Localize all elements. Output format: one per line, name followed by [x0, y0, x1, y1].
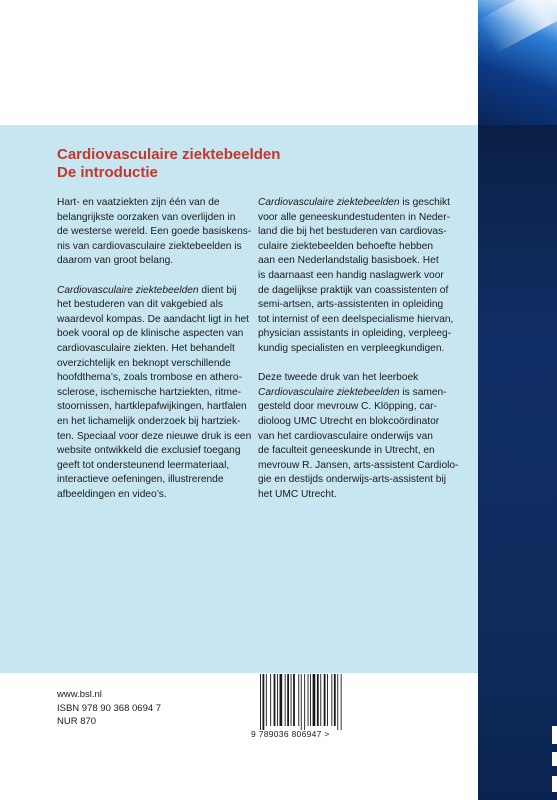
text-line: Hart- en vaatziekten zijn één van de: [57, 197, 220, 208]
spine-mark-2: [552, 752, 557, 766]
text-line: land die bij het bestuderen van cardiovas-: [258, 226, 447, 238]
book-spine-edge: [478, 0, 557, 800]
spine-mark-1: [552, 726, 557, 744]
barcode-bar: [334, 674, 336, 726]
barcode-bar: [260, 674, 261, 730]
book-title-italic: Cardiovasculaire ziektebeelden: [57, 284, 199, 296]
text-fragment: is geschikt: [399, 197, 450, 208]
text-line: ten. Speciaal voor deze nieuwe druk is een: [57, 430, 252, 442]
text-line: boek vooral op de klinische aspecten van: [57, 328, 244, 340]
left-paragraph-2: [57, 284, 260, 503]
text-line: hoofdthema’s, zoals trombose en athero-: [57, 372, 242, 384]
text-line: daarom van groot belang.: [57, 255, 174, 267]
barcode-bar: [287, 674, 289, 726]
barcode-bar: [301, 674, 302, 730]
barcode-bar: [280, 674, 283, 726]
text-line: het UMC Utrecht.: [258, 488, 337, 500]
barcode-bar: [285, 674, 286, 726]
text-line: is daarnaast een handig naslagwerk voor: [258, 269, 444, 281]
text-line: gesteld door mevrouw C. Klöpping, car-: [258, 401, 437, 413]
book-title-italic: Cardiovasculaire ziektebeelden: [258, 197, 400, 208]
text-line: voor alle geneeskundestudenten in Neder-: [258, 211, 450, 223]
barcode-bar: [313, 674, 316, 726]
text-line: culaire ziektebeelden behoefte hebben: [258, 240, 434, 252]
barcode-bar: [304, 674, 305, 730]
text-line: en het lichamelijk onderzoek bij hartziek-: [57, 415, 241, 427]
text-line: overzichtelijk en beknopt verschillende: [57, 357, 231, 369]
text-line: dioloog UMC Utrecht en blokcoördinator: [258, 415, 440, 427]
text-line: aan een Nederlandstalig basisboek. Het: [258, 255, 439, 267]
text-line: waardevol kompas. De aandacht ligt in het: [57, 313, 249, 325]
text-line: geeft tot ondersteunend leermateriaal,: [57, 459, 230, 471]
spine-mark-3: [552, 776, 557, 792]
spine-bottom: [478, 673, 557, 800]
barcode-bar: [291, 674, 292, 726]
text-line: sclerose, ischemische hartziekten, ritme-: [57, 386, 242, 398]
text-fragment: dient bij: [198, 284, 237, 296]
barcode-digits: 9 789036 806947 >: [251, 729, 330, 739]
text-line: semi-artsen, arts-assistenten in opleiding: [258, 299, 444, 311]
barcode-graphic: [258, 674, 342, 730]
text-line: afbeeldingen en video’s.: [57, 488, 167, 500]
barcode-bar: [341, 674, 342, 730]
text-line: interactieve oefeningen, illustrerende: [57, 474, 224, 486]
barcode-bar: [298, 674, 299, 726]
publisher-website: www.bsl.nl: [57, 689, 102, 700]
barcode-bar: [270, 674, 271, 726]
text-line: kundig specialisten en verpleegkundigen.: [258, 342, 445, 354]
barcode-bar: [266, 674, 267, 726]
barcode-bar: [308, 674, 309, 726]
publisher-info: [57, 688, 161, 729]
barcode-bar: [277, 674, 278, 726]
barcode-bar: [337, 674, 338, 730]
text-line: nis van cardiovasculaire ziektebeelden is: [57, 240, 242, 252]
text-line: belangrijkste oorzaken van overlijden in: [57, 211, 236, 223]
barcode-bar: [324, 674, 326, 726]
isbn-number: ISBN 978 90 368 0694 7: [57, 702, 162, 714]
barcode-bar: [317, 674, 319, 726]
text-line: website ontwikkeld die exclusief toegang: [57, 445, 241, 457]
text-line: mevrouw R. Jansen, arts-assistent Cardiolo-: [258, 459, 459, 471]
text-line: [258, 386, 461, 401]
text-line: [258, 196, 461, 211]
text-line: de faculteit geneeskunde in Utrecht, en: [258, 445, 435, 457]
text-line: physician assistants in opleiding, verpleeg-: [258, 328, 452, 340]
nur-code: NUR 870: [57, 716, 97, 727]
text-line: gie en destijds onderwijs-arts-assistent bij: [258, 474, 446, 486]
spine-middle: [478, 125, 557, 673]
barcode-bar: [331, 674, 332, 726]
text-line: de dagelijkse praktijk van coassistenten of: [258, 284, 449, 296]
text-line: cardiovasculaire ziekten. Het behandelt: [57, 342, 235, 354]
barcode-bar: [263, 674, 265, 730]
text-line: tot internist of een deelspecialisme hiervan,: [258, 313, 454, 325]
text-line: het bestuderen van dit vakgebied als: [57, 299, 223, 311]
blurb-right-column: [258, 196, 461, 517]
barcode-bar: [274, 674, 276, 726]
text-line: van het cardiovasculaire onderwijs van: [258, 430, 433, 442]
book-subtitle: De introductie: [57, 164, 158, 181]
text-line: [57, 284, 260, 299]
text-line: stoornissen, hartklepafwijkingen, hartfalen: [57, 401, 247, 413]
right-paragraph-2: [258, 371, 461, 502]
book-title-italic: Cardiovasculaire ziektebeelden: [258, 386, 400, 398]
barcode-bar: [320, 674, 321, 726]
book-title: Cardiovasculaire ziektebeelden: [57, 146, 281, 163]
text-fragment: is samen-: [399, 386, 447, 398]
right-paragraph-1: [258, 196, 461, 357]
blurb-left-column: [57, 196, 260, 517]
barcode-bar: [293, 674, 295, 726]
text-line: Deze tweede druk van het leerboek: [258, 372, 419, 384]
barcode-bar: [310, 674, 311, 726]
text-line: de westerse wereld. Een goede basiskens-: [57, 226, 252, 238]
barcode-bar: [327, 674, 328, 726]
left-paragraph-1: [57, 196, 260, 269]
